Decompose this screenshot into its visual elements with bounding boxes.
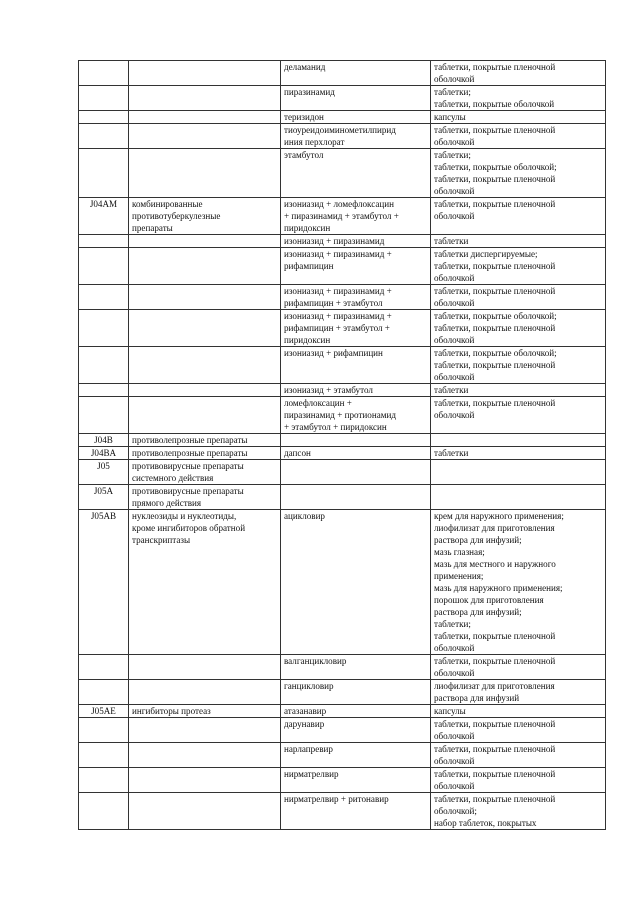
group-name-cell (129, 718, 281, 743)
dosage-form-cell: таблетки, покрытые оболочкой; таблетки, покрытые пленочной оболочкой (431, 310, 606, 347)
drug-name-cell (281, 485, 431, 510)
atc-code-cell (79, 347, 129, 384)
table-row (79, 61, 606, 86)
atc-code-cell (79, 310, 129, 347)
dosage-form-cell: таблетки, покрытые пленочной оболочкой (431, 285, 606, 310)
group-name-cell (129, 310, 281, 347)
group-name-cell (129, 793, 281, 830)
group-name-cell (129, 149, 281, 198)
table-row (79, 680, 606, 705)
drug-name-cell: тиоуреидоиминометилпирид иния перхлорат (281, 124, 431, 149)
atc-code-cell (79, 285, 129, 310)
table-row (79, 793, 606, 830)
table-row (79, 705, 606, 718)
group-name-cell: противолепрозные препараты (129, 447, 281, 460)
drug-name-cell: изониазид + ломефлоксацин + пиразинамид + этамбутол + пиридоксин (281, 198, 431, 235)
atc-code-cell: J04BA (79, 447, 129, 460)
dosage-form-cell: таблетки, покрытые пленочной оболочкой; набор таблеток, покрытых (431, 793, 606, 830)
drug-name-cell: нирматрелвир + ритонавир (281, 793, 431, 830)
atc-code-cell (79, 384, 129, 397)
atc-code-cell (79, 86, 129, 111)
group-name-cell (129, 655, 281, 680)
table-row (79, 768, 606, 793)
group-name-cell: противовирусные препараты прямого действия (129, 485, 281, 510)
group-name-cell (129, 124, 281, 149)
dosage-form-cell: таблетки, покрытые пленочной оболочкой (431, 397, 606, 434)
drug-name-cell: нарлапревир (281, 743, 431, 768)
drug-name-cell: деламанид (281, 61, 431, 86)
drug-name-cell: пиразинамид (281, 86, 431, 111)
dosage-form-cell: лиофилизат для приготовления раствора для инфузий (431, 680, 606, 705)
table-row (79, 111, 606, 124)
table-row (79, 384, 606, 397)
atc-code-cell (79, 248, 129, 285)
group-name-cell (129, 285, 281, 310)
drug-name-cell: ганцикловир (281, 680, 431, 705)
drug-name-cell: этамбутол (281, 149, 431, 198)
table-row (79, 347, 606, 384)
drug-name-cell (281, 460, 431, 485)
dosage-form-cell: таблетки, покрытые пленочной оболочкой (431, 718, 606, 743)
dosage-form-cell: таблетки, покрытые пленочной оболочкой (431, 768, 606, 793)
atc-code-cell: J05AB (79, 510, 129, 655)
atc-code-cell (79, 111, 129, 124)
dosage-form-cell: таблетки (431, 447, 606, 460)
group-name-cell: комбинированные противотуберкулезные препараты (129, 198, 281, 235)
drug-name-cell: изониазид + пиразинамид (281, 235, 431, 248)
dosage-form-cell: таблетки, покрытые пленочной оболочкой (431, 655, 606, 680)
group-name-cell (129, 743, 281, 768)
table-row (79, 235, 606, 248)
group-name-cell (129, 768, 281, 793)
drug-name-cell: дарунавир (281, 718, 431, 743)
dosage-form-cell: таблетки, покрытые пленочной оболочкой (431, 61, 606, 86)
group-name-cell: противовирусные препараты системного действия (129, 460, 281, 485)
drug-name-cell: изониазид + пиразинамид + рифампицин (281, 248, 431, 285)
group-name-cell (129, 248, 281, 285)
dosage-form-cell: капсулы (431, 705, 606, 718)
group-name-cell (129, 680, 281, 705)
group-name-cell: ингибиторы протеаз (129, 705, 281, 718)
atc-code-cell: J05 (79, 460, 129, 485)
dosage-form-cell: таблетки диспергируемые; таблетки, покрытые пленочной оболочкой (431, 248, 606, 285)
atc-code-cell: J05AE (79, 705, 129, 718)
drug-name-cell: ацикловир (281, 510, 431, 655)
table-row (79, 149, 606, 198)
table-row (79, 397, 606, 434)
dosage-form-cell (431, 434, 606, 447)
table-row (79, 86, 606, 111)
dosage-form-cell (431, 485, 606, 510)
atc-code-cell: J04B (79, 434, 129, 447)
group-name-cell (129, 86, 281, 111)
drug-table-body (79, 61, 606, 830)
atc-code-cell: J05A (79, 485, 129, 510)
dosage-form-cell: таблетки; таблетки, покрытые оболочкой (431, 86, 606, 111)
group-name-cell: противолепрозные препараты (129, 434, 281, 447)
table-row (79, 485, 606, 510)
atc-code-cell (79, 680, 129, 705)
drug-name-cell: нирматрелвир (281, 768, 431, 793)
dosage-form-cell: капсулы (431, 111, 606, 124)
drug-name-cell: валганцикловир (281, 655, 431, 680)
dosage-form-cell (431, 460, 606, 485)
table-row (79, 447, 606, 460)
drug-name-cell: изониазид + пиразинамид + рифампицин + этамбутол + пиридоксин (281, 310, 431, 347)
drug-name-cell (281, 434, 431, 447)
document-page (78, 60, 605, 830)
group-name-cell: нуклеозиды и нуклеотиды, кроме ингибиторов обратной транскриптазы (129, 510, 281, 655)
dosage-form-cell: крем для наружного применения; лиофилизат для приготовления раствора для инфузий; мазь глазная; мазь для местного и наружного применения; мазь для наружного применения; порошок для приготовления раствора для инфузий; таблетки; таблетки, покрытые пленочной оболочкой (431, 510, 606, 655)
atc-code-cell (79, 235, 129, 248)
table-row (79, 718, 606, 743)
group-name-cell (129, 384, 281, 397)
dosage-form-cell: таблетки, покрытые пленочной оболочкой (431, 124, 606, 149)
atc-code-cell (79, 61, 129, 86)
dosage-form-cell: таблетки, покрытые пленочной оболочкой (431, 743, 606, 768)
atc-code-cell: J04AM (79, 198, 129, 235)
table-row (79, 460, 606, 485)
atc-code-cell (79, 124, 129, 149)
dosage-form-cell: таблетки, покрытые оболочкой; таблетки, покрытые пленочной оболочкой (431, 347, 606, 384)
table-row (79, 510, 606, 655)
drug-name-cell: атазанавир (281, 705, 431, 718)
drug-name-cell: дапсон (281, 447, 431, 460)
atc-code-cell (79, 149, 129, 198)
atc-code-cell (79, 397, 129, 434)
table-row (79, 198, 606, 235)
atc-code-cell (79, 655, 129, 680)
dosage-form-cell: таблетки; таблетки, покрытые оболочкой; таблетки, покрытые пленочной оболочкой (431, 149, 606, 198)
table-row (79, 434, 606, 447)
table-row (79, 310, 606, 347)
atc-code-cell (79, 793, 129, 830)
table-row (79, 285, 606, 310)
atc-code-cell (79, 718, 129, 743)
dosage-form-cell: таблетки, покрытые пленочной оболочкой (431, 198, 606, 235)
table-row (79, 655, 606, 680)
dosage-form-cell: таблетки (431, 235, 606, 248)
group-name-cell (129, 235, 281, 248)
drug-name-cell: теризидон (281, 111, 431, 124)
drug-name-cell: изониазид + пиразинамид + рифампицин + этамбутол (281, 285, 431, 310)
atc-code-cell (79, 743, 129, 768)
table-row (79, 124, 606, 149)
table-row (79, 248, 606, 285)
group-name-cell (129, 111, 281, 124)
drug-name-cell: изониазид + этамбутол (281, 384, 431, 397)
drug-name-cell: изониазид + рифампицин (281, 347, 431, 384)
table-row (79, 743, 606, 768)
dosage-form-cell: таблетки (431, 384, 606, 397)
group-name-cell (129, 397, 281, 434)
drug-name-cell: ломефлоксацин + пиразинамид + протионамид + этамбутол + пиридоксин (281, 397, 431, 434)
drug-table (78, 60, 606, 830)
group-name-cell (129, 61, 281, 86)
group-name-cell (129, 347, 281, 384)
atc-code-cell (79, 768, 129, 793)
